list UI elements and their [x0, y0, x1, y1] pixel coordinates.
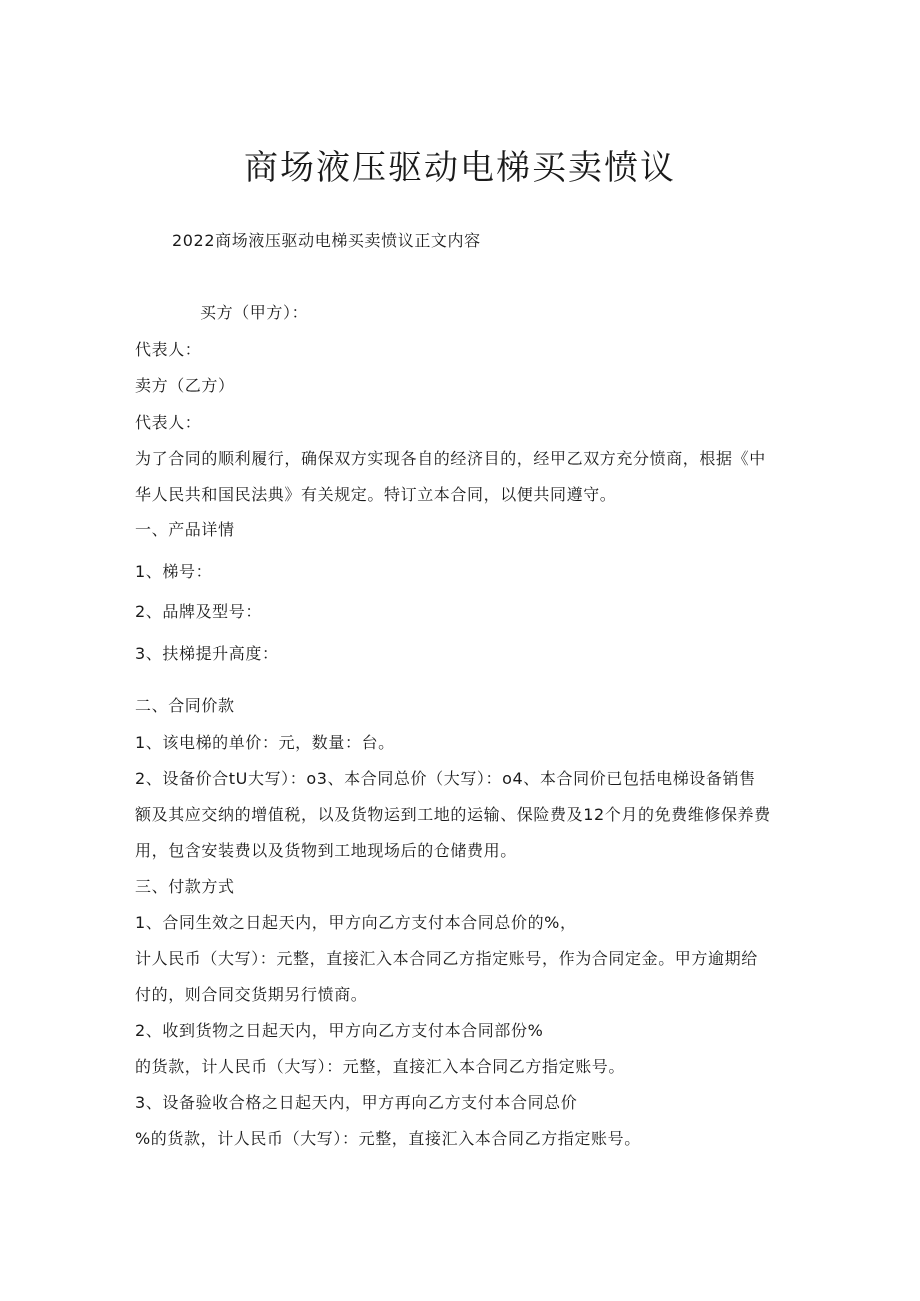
section-heading-payment: 三、付款方式: [135, 877, 235, 896]
intro-paragraph-line-1: 为了合同的顺利履行，确保双方实现各自的经济目的，经甲乙双方充分愤商，根据《中: [135, 449, 766, 468]
price-item-1: 1、该电梯的单价：元，数量：台。: [135, 733, 395, 752]
section-heading-product: 一、产品详情: [135, 520, 235, 539]
product-item-2: 2、品牌及型号：: [135, 602, 262, 621]
payment-item-2-line-1: 2、收到货物之日起天内，甲方向乙方支付本合同部份%: [135, 1021, 544, 1040]
document-title: 商场液压驱动电梯买卖愤议: [244, 148, 676, 188]
price-item-2-line-1: 2、设备价合tU大写）：o3、本合同总价（大写）：o4、本合同价已包括电梯设备销售: [135, 769, 756, 788]
section-heading-price: 二、合同价款: [135, 696, 235, 715]
price-item-2-line-2: 额及其应交纳的增值税，以及货物运到工地的运输、保险费及12个月的免费维修保养费: [135, 805, 771, 824]
payment-item-1-line-1: 1、合同生效之日起天内，甲方向乙方支付本合同总价的%，: [135, 913, 577, 932]
seller-line: 卖方（乙方）: [135, 376, 235, 395]
payment-item-1-line-3: 付的，则合同交货期另行愤商。: [135, 985, 368, 1004]
intro-paragraph-line-2: 华人民共和国民法典》有关规定。特订立本合同，以便共同遵守。: [135, 485, 617, 504]
seller-representative-line: 代表人：: [135, 413, 202, 432]
document-subtitle: 2022商场液压驱动电梯买卖愤议正文内容: [172, 231, 481, 250]
payment-item-2-line-2: 的货款，计人民币（大写）：元整，直接汇入本合同乙方指定账号。: [135, 1057, 626, 1076]
product-item-1: 1、梯号：: [135, 562, 213, 581]
payment-item-1-line-2: 计人民币（大写）：元整，直接汇入本合同乙方指定账号，作为合同定金。甲方逾期给: [135, 949, 758, 968]
price-item-2-line-3: 用，包含安装费以及货物到工地现场后的仓储费用。: [135, 841, 517, 860]
buyer-line: 买方（甲方）：: [200, 303, 309, 322]
buyer-representative-line: 代表人：: [135, 340, 202, 359]
payment-item-3-line-1: 3、设备验收合格之日起天内，甲方再向乙方支付本合同总价: [135, 1093, 578, 1112]
product-item-3: 3、扶梯提升高度：: [135, 644, 279, 663]
payment-item-3-line-2: %的货款，计人民币（大写）：元整，直接汇入本合同乙方指定账号。: [135, 1129, 641, 1148]
